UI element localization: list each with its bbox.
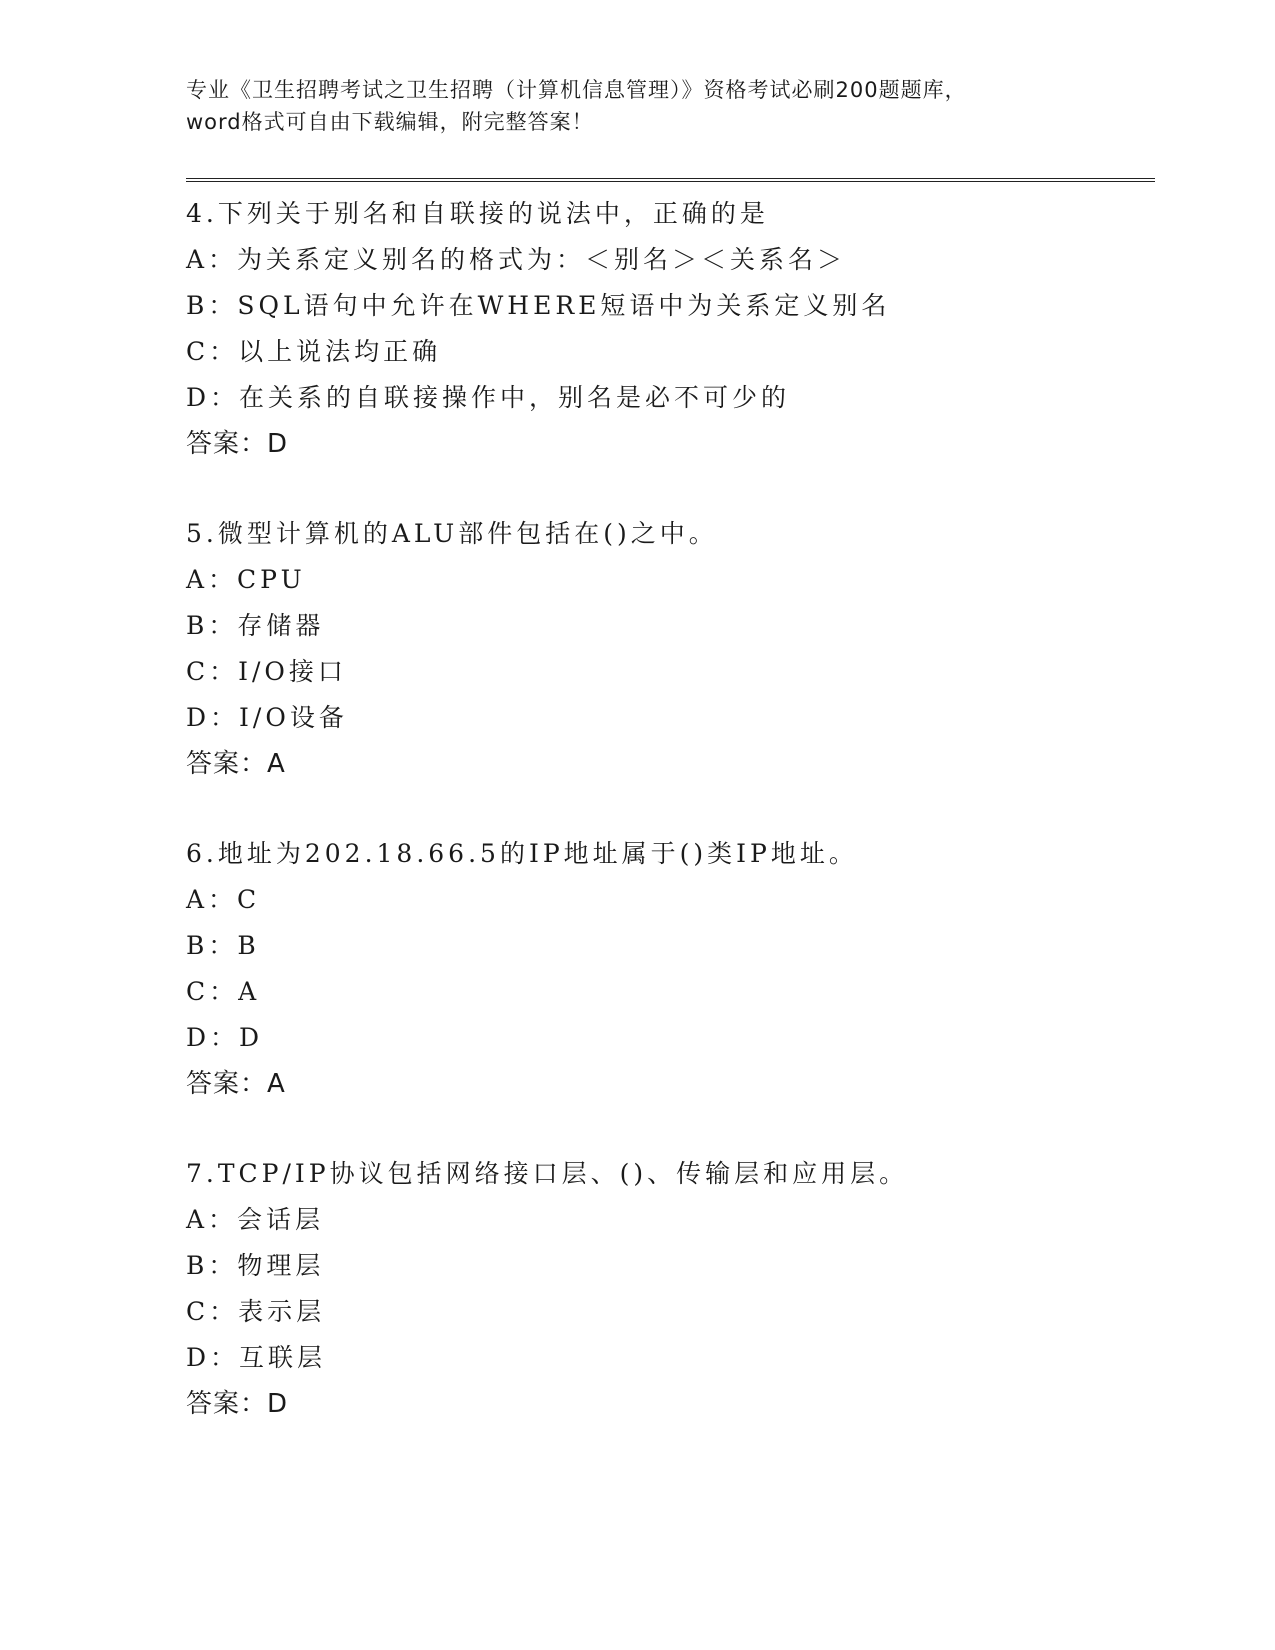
option-b: B：B	[186, 931, 260, 960]
header-divider	[186, 178, 1155, 182]
question-stem: 6.地址为202.18.66.5的IP地址属于()类IP地址。	[186, 839, 858, 868]
option-c: C：以上说法均正确	[186, 337, 442, 366]
option-a: A：会话层	[186, 1205, 325, 1234]
question-5	[186, 511, 1146, 787]
option-a: A：C	[186, 885, 261, 914]
option-b: B：物理层	[186, 1251, 325, 1280]
answer-label: 答案：D	[186, 1389, 289, 1419]
option-d: D：I/O设备	[186, 703, 348, 732]
question-stem: 4.下列关于别名和自联接的说法中，正确的是	[186, 199, 769, 228]
option-c: C：I/O接口	[186, 657, 347, 686]
option-d: D：在关系的自联接操作中，别名是必不可少的	[186, 383, 791, 412]
answer-label: 答案：A	[186, 1069, 286, 1099]
header-title-line-2: word格式可自由下载编辑，附完整答案！	[186, 110, 594, 134]
option-a: A：CPU	[186, 565, 306, 594]
header-title-line-1: 专业《卫生招聘考试之卫生招聘（计算机信息管理）》资格考试必刷200题题库，	[186, 78, 967, 102]
option-d: D：D	[186, 1023, 264, 1052]
option-b: B：SQL语句中允许在WHERE短语中为关系定义别名	[186, 291, 891, 320]
option-c: C：表示层	[186, 1297, 326, 1326]
option-b: B：存储器	[186, 611, 325, 640]
option-c: C：A	[186, 977, 261, 1006]
answer-label: 答案：D	[186, 429, 289, 459]
question-stem: 7.TCP/IP协议包括网络接口层、()、传输层和应用层。	[186, 1159, 909, 1188]
question-4	[186, 191, 1146, 467]
option-d: D：互联层	[186, 1343, 327, 1372]
question-7	[186, 1151, 1146, 1427]
document-header	[186, 74, 1086, 138]
question-stem: 5.微型计算机的ALU部件包括在()之中。	[186, 519, 718, 548]
answer-label: 答案：A	[186, 749, 286, 779]
question-list	[186, 191, 1146, 1471]
question-6	[186, 831, 1146, 1107]
option-a: A：为关系定义别名的格式为：＜别名＞＜关系名＞	[186, 245, 847, 274]
